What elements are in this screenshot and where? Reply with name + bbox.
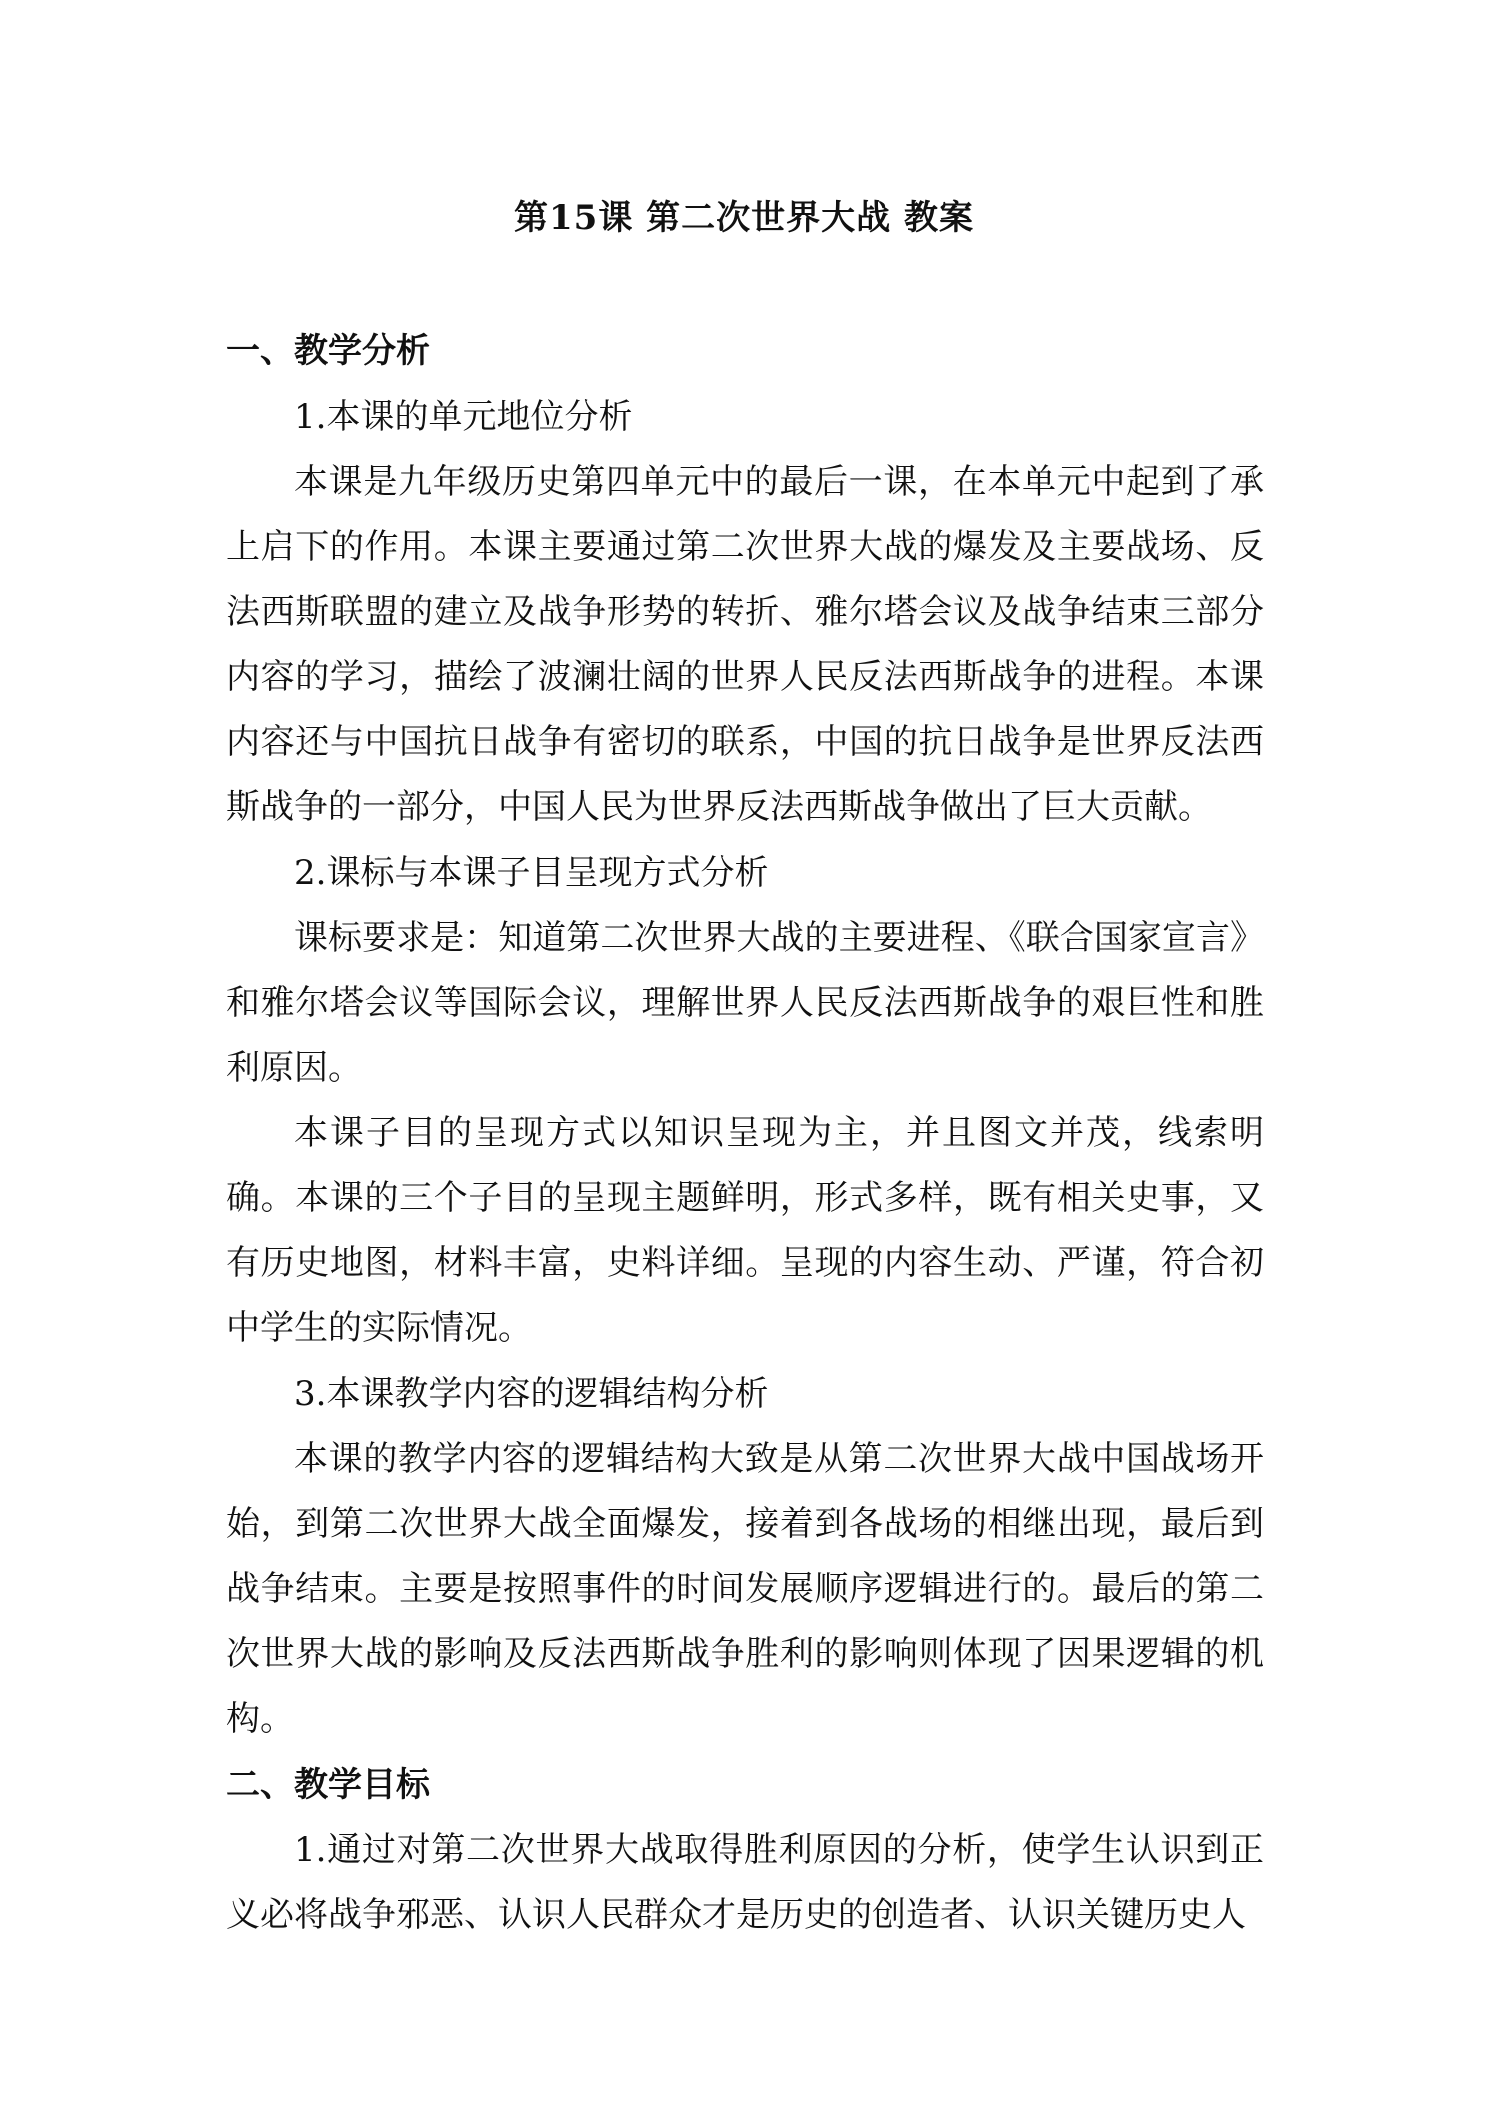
paragraph: 本课是九年级历史第四单元中的最后一课，在本单元中起到了承上启下的作用。本课主要通过第二次世界大战的爆发及主要战场、反法西斯联盟的建立及战争形势的转折、雅尔塔会议及战争结束三部分内容的学习，描绘了波澜壮阔的世界人民反法西斯战争的进程。本课内容还与中国抗日战争有密切的联系，中国的抗日战争是世界反法西斯战争的一部分，中国人民为世界反法西斯战争做出了巨大贡献。 — [226, 462, 1264, 827]
subheading: 1.本课的单元地位分析 — [294, 397, 633, 437]
subheading: 3.本课教学内容的逻辑结构分析 — [294, 1374, 769, 1414]
document-body — [226, 318, 1264, 1948]
paragraph: 1.通过对第二次世界大战取得胜利原因的分析，使学生认识到正义必将战争邪恶、认识人民群众才是历史的创造者、认识关键历史人 — [226, 1830, 1264, 1935]
paragraph: 本课子目的呈现方式以知识呈现为主，并且图文并茂，线索明确。本课的三个子目的呈现主题鲜明，形式多样，既有相关史事，又有历史地图，材料丰富，史料详细。呈现的内容生动、严谨，符合初中学生的实际情况。 — [226, 1113, 1264, 1348]
paragraph: 课标要求是：知道第二次世界大战的主要进程、《联合国家宣言》和雅尔塔会议等国际会议，理解世界人民反法西斯战争的艰巨性和胜利原因。 — [226, 918, 1264, 1088]
paragraph: 本课的教学内容的逻辑结构大致是从第二次世界大战中国战场开始，到第二次世界大战全面爆发，接着到各战场的相继出现，最后到战争结束。主要是按照事件的时间发展顺序逻辑进行的。最后的第二次世界大战的影响及反法西斯战争胜利的影响则体现了因果逻辑的机构。 — [226, 1439, 1264, 1739]
section-teaching-objectives — [226, 1752, 1264, 1948]
subheading: 2.课标与本课子目呈现方式分析 — [294, 853, 769, 893]
section-heading: 一、教学分析 — [226, 331, 430, 371]
section-heading: 二、教学目标 — [226, 1765, 430, 1805]
document-title: 第15课 第二次世界大战 教案 — [514, 198, 974, 238]
section-teaching-analysis — [226, 318, 1264, 1752]
